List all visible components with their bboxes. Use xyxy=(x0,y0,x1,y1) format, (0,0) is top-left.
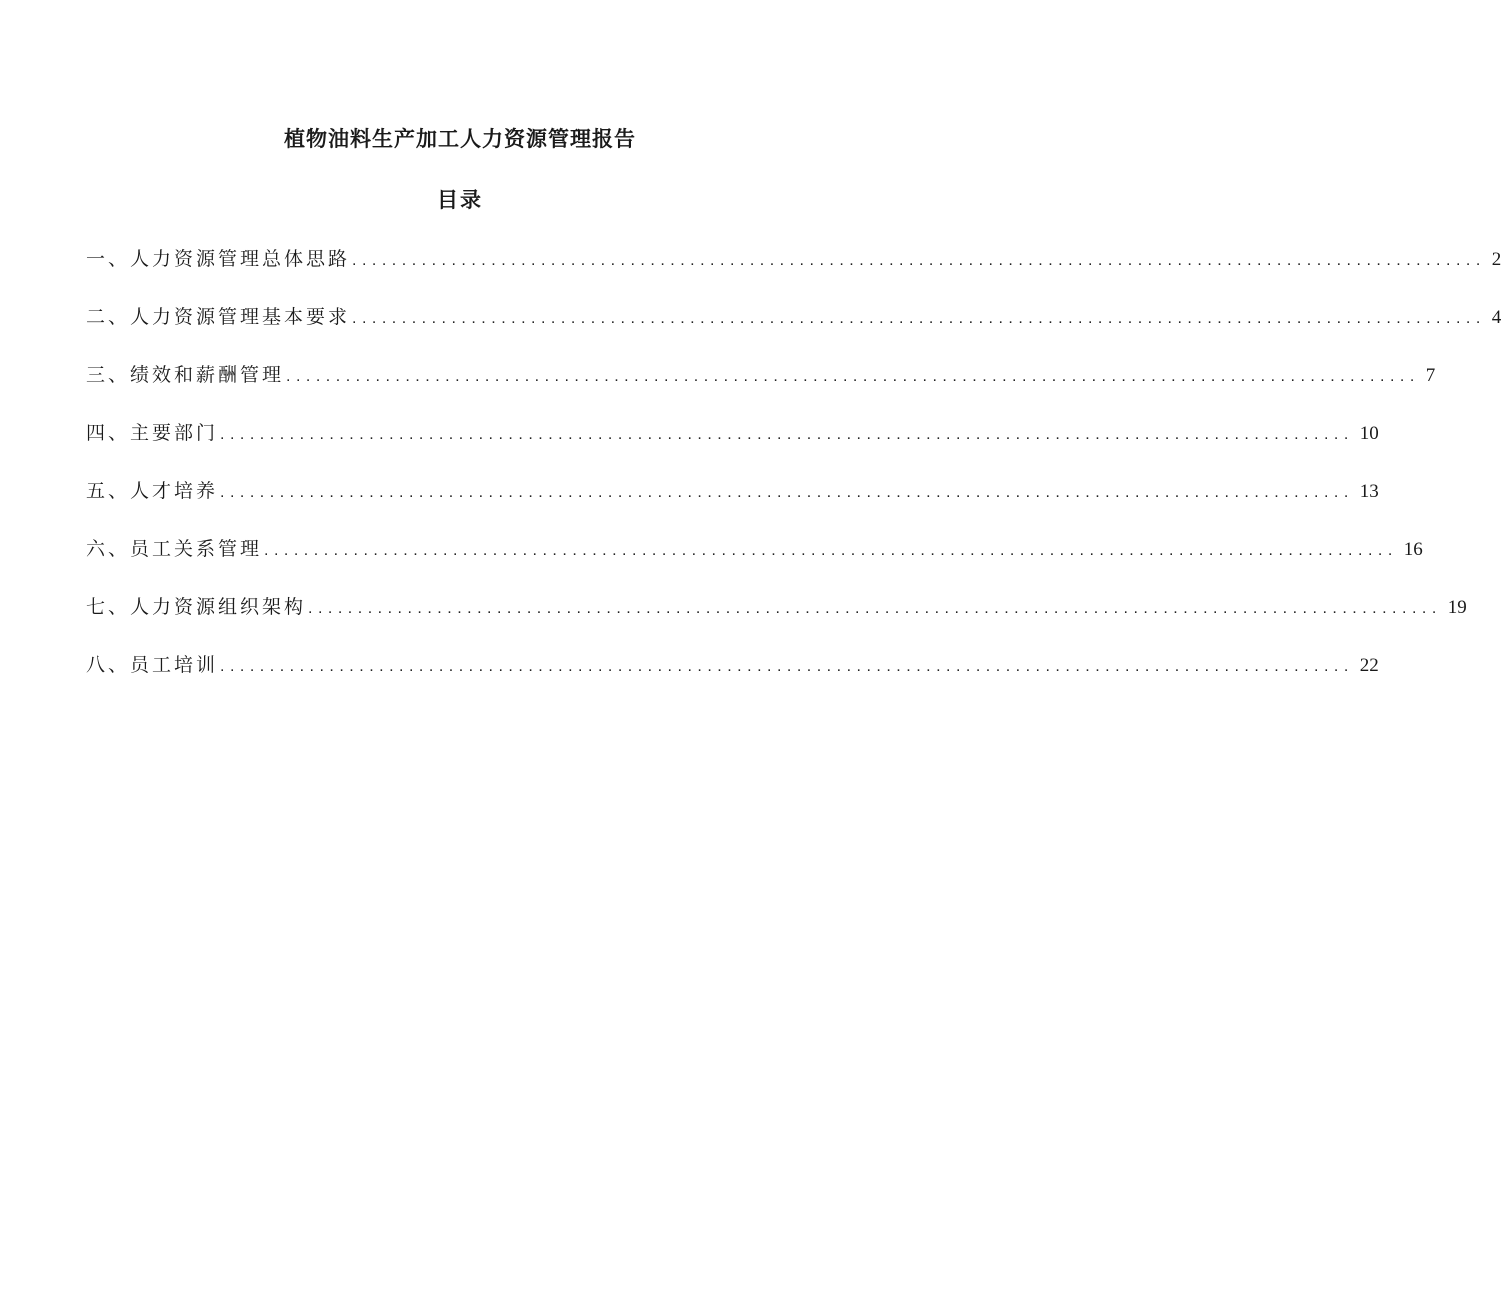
toc-dot-leader: .................................................................................................................. xyxy=(220,484,1354,501)
toc-entry-label: 八、员工培训 xyxy=(86,654,219,676)
toc-entry[interactable] xyxy=(86,592,1467,650)
toc-page-number: 22 xyxy=(1359,655,1379,676)
toc-page-number: 7 xyxy=(1425,365,1436,386)
toc-entry-label: 四、主要部门 xyxy=(86,422,219,444)
toc-dot-leader: .................................................................................................................. xyxy=(220,658,1354,675)
toc-page-number: 4 xyxy=(1491,307,1501,328)
toc-dot-leader: .................................................................................................................. xyxy=(308,600,1442,617)
toc-entry[interactable] xyxy=(86,244,1501,302)
toc-entry[interactable] xyxy=(86,418,1379,476)
toc-page-number: 2 xyxy=(1491,249,1501,270)
toc-entry[interactable] xyxy=(86,302,1501,360)
toc-entry-label: 七、人力资源组织架构 xyxy=(86,596,307,618)
toc-entry[interactable] xyxy=(86,476,1379,534)
toc-entry[interactable] xyxy=(86,534,1423,592)
toc-dot-leader: .................................................................................................................. xyxy=(352,252,1486,269)
toc-entry-label: 一、人力资源管理总体思路 xyxy=(86,248,351,270)
toc-entry-label: 五、人才培养 xyxy=(86,480,219,502)
toc-dot-leader: .................................................................................................................. xyxy=(220,426,1354,443)
toc-dot-leader: .................................................................................................................. xyxy=(352,310,1486,327)
toc-entry-label: 六、员工关系管理 xyxy=(86,538,263,560)
toc-entry[interactable] xyxy=(86,650,1379,708)
toc-page-number: 16 xyxy=(1403,539,1423,560)
toc-page-number: 10 xyxy=(1359,423,1379,444)
toc-heading: 目录 xyxy=(437,187,483,212)
toc-entry[interactable] xyxy=(86,360,1436,418)
table-of-contents xyxy=(86,244,1501,708)
document-title: 植物油料生产加工人力资源管理报告 xyxy=(284,126,636,151)
toc-page-number: 19 xyxy=(1447,597,1467,618)
toc-dot-leader: .................................................................................................................. xyxy=(286,368,1420,385)
toc-page-number: 13 xyxy=(1359,481,1379,502)
toc-entry-label: 二、人力资源管理基本要求 xyxy=(86,306,351,328)
toc-dot-leader: .................................................................................................................. xyxy=(264,542,1398,559)
toc-entry-label: 三、绩效和薪酬管理 xyxy=(86,364,285,386)
